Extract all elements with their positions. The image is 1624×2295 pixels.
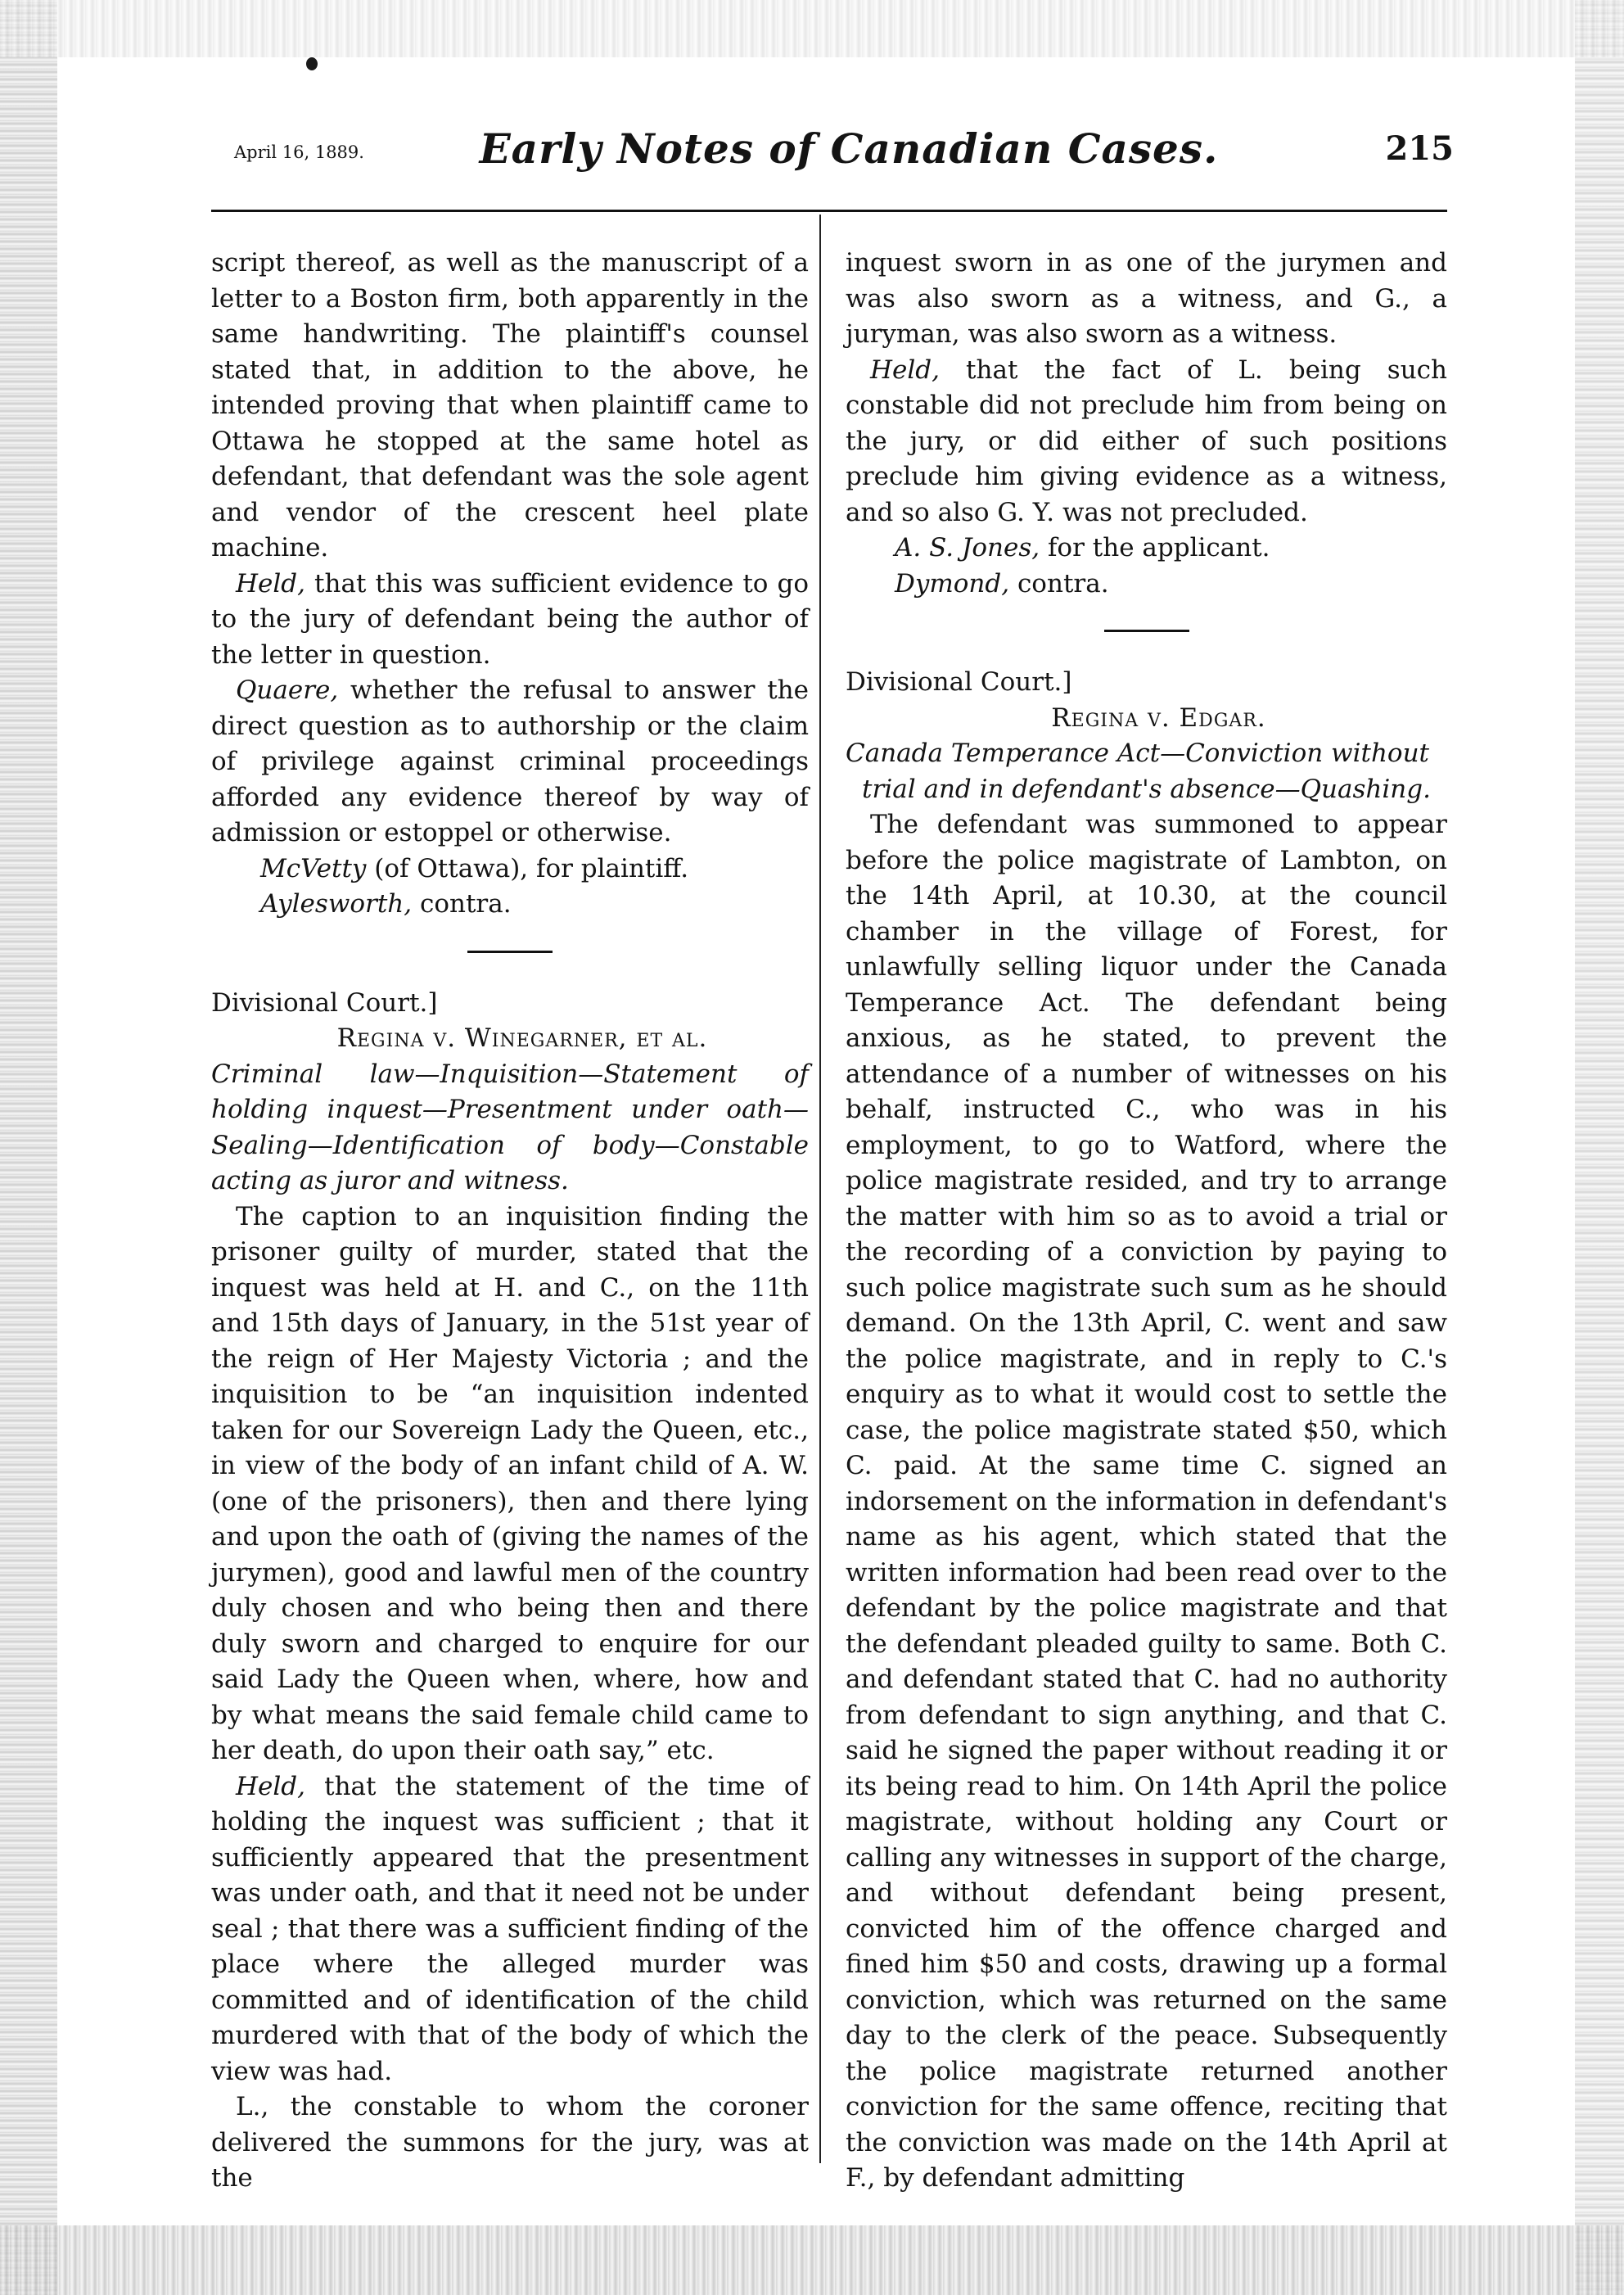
scan-edge-bottom — [0, 2225, 1624, 2295]
page-title: Early Notes of Canadian Cases. — [479, 124, 1219, 173]
case-separator — [1104, 630, 1189, 632]
court-heading: Divisional Court.] — [846, 667, 1072, 697]
holding-text: that this was sufficient evidence to go to the jury of defendant being the author of the letter in question. — [211, 568, 809, 670]
column-divider — [819, 215, 821, 2163]
paragraph: inquest sworn in as one of the jurymen and was also sworn as a witness, and G., a juryman, was also sworn as a witness. — [846, 248, 1447, 349]
counsel-name: Aylesworth, — [260, 889, 413, 919]
quaere-text: whether the refusal to answer the direct question as to authorship or the claim of privilege against criminal proceedings afforded any evidence thereof by way of admission or estoppel or otherwise. — [211, 675, 809, 847]
header-rule — [211, 210, 1447, 212]
holding-paragraph — [846, 353, 1447, 531]
counsel-name: McVetty — [260, 853, 367, 883]
quaere-label: Quaere, — [236, 675, 339, 705]
counsel-role: (of Ottawa), for plaintiff. — [366, 853, 689, 883]
counsel-line — [211, 887, 809, 923]
case-separator — [467, 951, 553, 953]
held-label: Held, — [236, 568, 305, 599]
headnote-line: trial and in defendant's absence—Quashing. — [862, 774, 1431, 804]
held-label: Held, — [870, 355, 940, 385]
left-column — [211, 246, 809, 2197]
scan-edge-top — [0, 0, 1624, 57]
case-headnote — [846, 736, 1447, 807]
holding-text: that the statement of the time of holding the inquest was sufficient ; that it sufficiently appeared that the presentment was under oath, and that it need not be under seal ; that there was a sufficient finding of the place where the alleged murder was committed and of identification of the child murdered with that of the body of which the view was had. — [211, 1771, 809, 2086]
scan-edge-left — [0, 0, 57, 2295]
counsel-name: Dymond, — [895, 568, 1010, 599]
paragraph: L., the constable to whom the coroner delivered the summons for the jury, was at the — [211, 2092, 809, 2193]
counsel-line — [846, 531, 1447, 567]
holding-text: that the fact of L. being such constable did not preclude him from being on the jury, or did either of such positions preclude him giving evidence as a witness, and so also G. Y. was not precluded. — [846, 355, 1447, 527]
case-parties: Regina v. Edgar. — [1051, 703, 1266, 733]
court-heading: Divisional Court.] — [211, 987, 438, 1018]
page-number: 215 — [1385, 129, 1454, 168]
counsel-line — [211, 852, 809, 888]
quaere-paragraph — [211, 673, 809, 852]
paragraph: script thereof, as well as the manuscript of a letter to a Boston firm, both apparently in the same handwriting. The plaintiff's counsel stated that, in addition to the above, he intended proving that when plaintiff came to Ottawa he stopped at the same hotel as defendant, that defendant was the sole agent and vendor of the crescent heel plate machine. — [211, 248, 809, 562]
counsel-name: A. S. Jones, — [895, 533, 1040, 562]
scan-edge-right — [1575, 0, 1624, 2295]
paragraph: The defendant was summoned to appear before the police magistrate of Lambton, on the 14th April, at 10.30, at the council chamber in the village of Forest, for unlawfully selling liquor under the Canada Temperance Act. The defendant being anxious, as he stated, to prevent the attendance of a number of witnesses on his behalf, instructed C., who was in his employment, to go to Watford, where the police magistrate resided, and try to arrange the matter with him so as to avoid a trial or the recording of a conviction by paying to such police magistrate such sum as he should demand. On the 13th April, C. went and saw the police magistrate, and in reply to C.'s enquiry as to what it would cost to settle the case, the police magistrate stated $50, which C. paid. At the same time C. signed an indorsement on the information in defendant's name as his agent, which stated that the written information had been read over to the defendant by the police magistrate and that the defendant pleaded guilty to same. Both C. and defendant stated that C. had no authority from defendant to sign anything, and that C. said he signed the paper without reading it or its being read to him. On 14th April the police magistrate, without holding any Court or calling any witnesses in support of the charge, and without defendant being present, convicted him of the offence charged and fined him $50 and costs, drawing up a formal conviction, which was returned on the same day to the clerk of the peace. Subsequently the police magistrate returned another conviction for the same offence, reciting that the conviction was made on the 14th April at F., by defendant admitting — [846, 810, 1447, 2193]
counsel-line — [846, 567, 1447, 603]
holding-paragraph — [211, 1769, 809, 2090]
counsel-role: contra. — [412, 889, 512, 919]
case-headnote: Criminal law—Inquisition—Statement of holding inquest—Presentment under oath—Sealing—Identification of body—Constable acting as juror and witness. — [211, 1059, 809, 1195]
holding-paragraph — [211, 567, 809, 674]
header-date: April 16, 1889. — [234, 142, 364, 162]
page-header — [234, 121, 1464, 178]
case-parties: Regina v. Winegarner, et al. — [336, 1023, 708, 1053]
counsel-role: contra. — [1009, 568, 1109, 599]
headnote-line: Canada Temperance Act—Conviction without — [846, 739, 1430, 768]
right-column — [846, 246, 1447, 2197]
paragraph: The caption to an inquisition finding the prisoner guilty of murder, stated that the inquest was held at H. and C., on the 11th and 15th days of January, in the 51st year of the reign of Her Majesty Victoria ; and the inquisition to be “an inquisition indented taken for our Sovereign Lady the Queen, etc., in view of the body of an infant child of A. W. (one of the prisoners), then and there lying and upon the oath of (giving the names of the jurymen), good and lawful men of the country duly chosen and who being then and there duly sworn and charged to enquire for our said Lady the Queen when, where, how and by what means the said female child came to her death, do upon their oath say,” etc. — [211, 1201, 809, 1765]
counsel-role: for the applicant. — [1040, 533, 1270, 562]
ink-spot — [306, 57, 318, 70]
held-label: Held, — [236, 1771, 305, 1801]
